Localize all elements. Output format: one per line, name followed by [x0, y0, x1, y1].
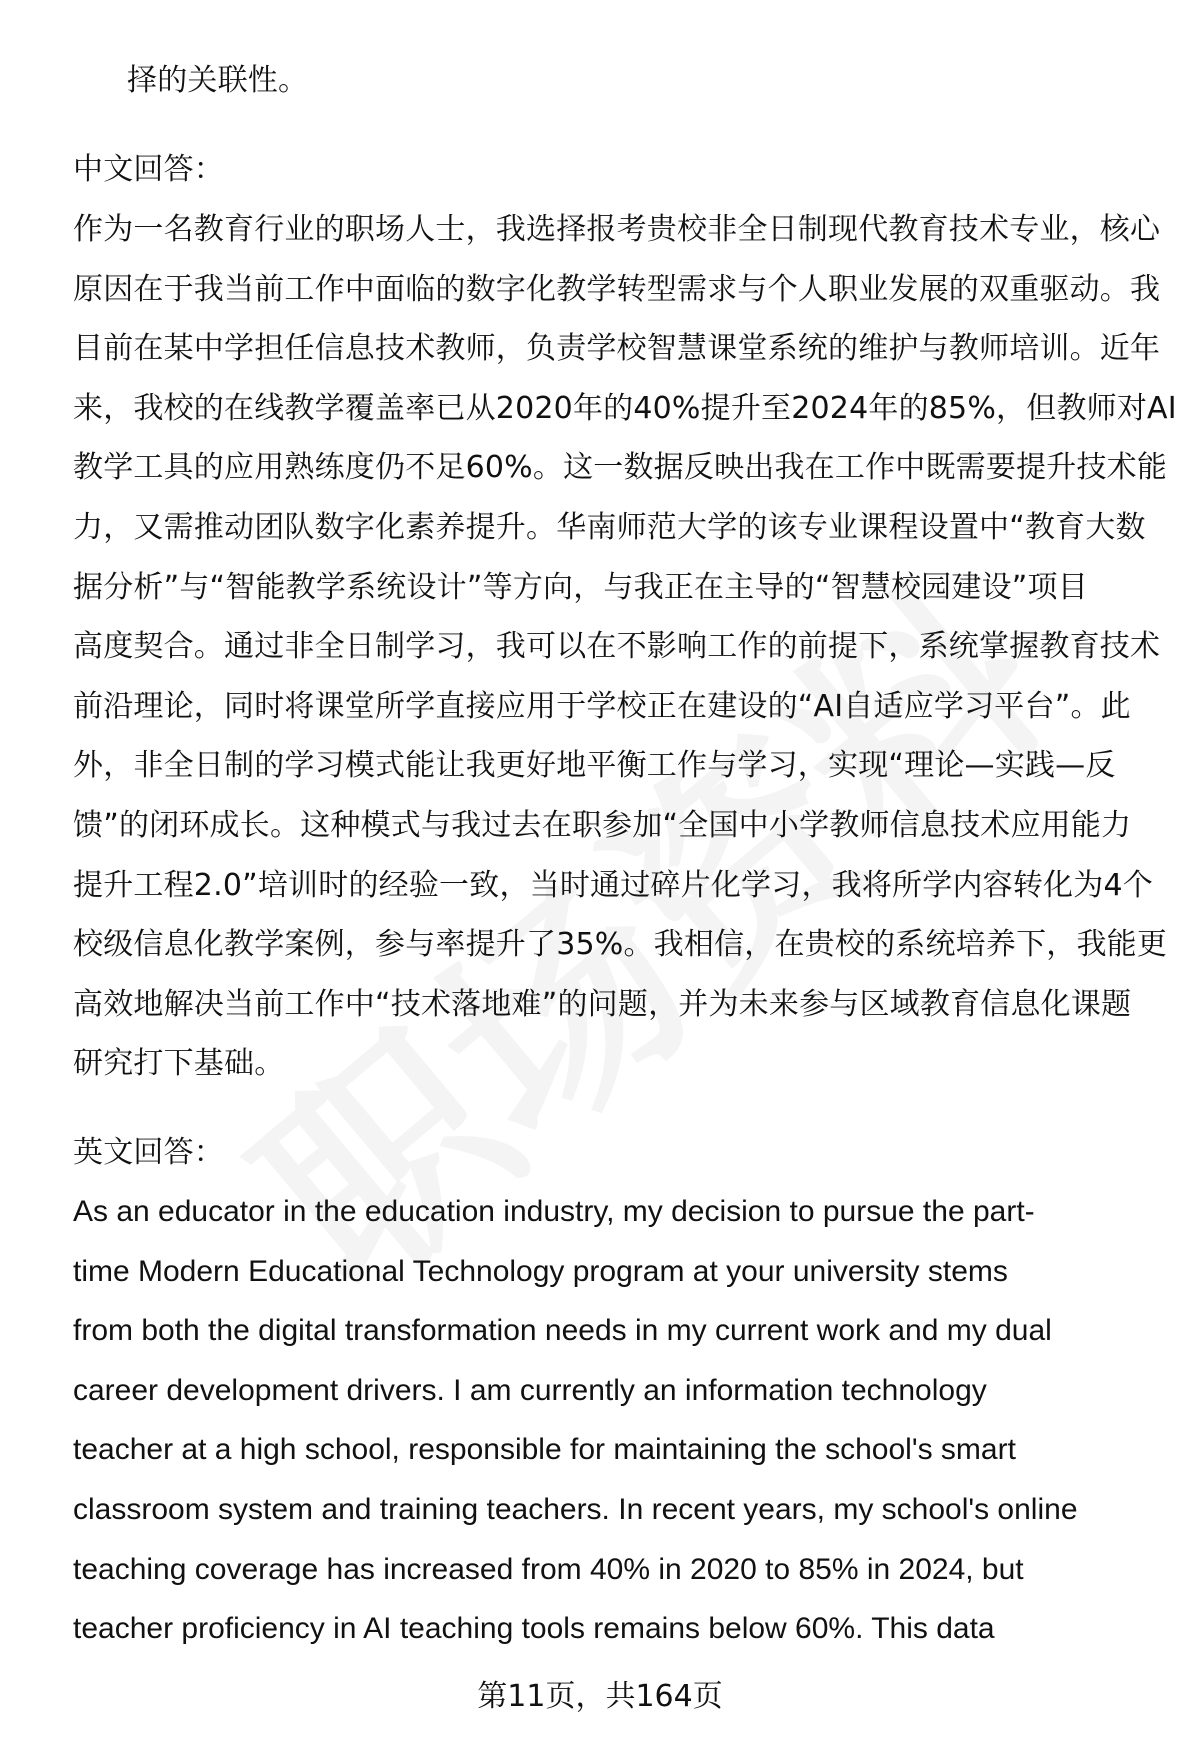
page-number: 第11页，共164页	[477, 1679, 723, 1714]
text-line: teacher at a high school, responsible for maintaining the school's smart	[73, 1433, 1016, 1467]
text-line: 提升工程2.0”培训时的经验一致，当时通过碎片化学习，我将所学内容转化为4个	[73, 867, 1153, 903]
text-line: 作为一名教育行业的职场人士，我选择报考贵校非全日制现代教育技术专业，核心	[73, 212, 1161, 247]
text-line: from both the digital transformation needs in my current work and my dual	[73, 1314, 1052, 1348]
text-line: 目前在某中学担任信息技术教师，负责学校智慧课堂系统的维护与教师培训。近年	[73, 331, 1161, 367]
text-line: 高度契合。通过非全日制学习，我可以在不影响工作的前提下，系统掌握教育技术	[73, 629, 1161, 665]
text-line: 前沿理论，同时将课堂所学直接应用于学校正在建设的“AI自适应学习平台”。此	[73, 688, 1131, 724]
text-line: 原因在于我当前工作中面临的数字化教学转型需求与个人职业发展的双重驱动。我	[73, 271, 1161, 307]
text-line: time Modern Educational Technology program at your university stems	[73, 1254, 1008, 1288]
text-line: 研究打下基础。	[73, 1046, 285, 1082]
previous-paragraph-tail: 择的关联性。	[127, 63, 309, 98]
text-line: 外，非全日制的学习模式能让我更好地平衡工作与学习，实现“理论—实践—反	[73, 748, 1116, 784]
chinese-answer-body	[73, 200, 1177, 1094]
text-line: classroom system and training teachers. In recent years, my school's online	[73, 1492, 1078, 1526]
text-line: 高效地解决当前工作中“技术落地难”的问题，并为未来参与区域教育信息化课题	[73, 986, 1132, 1022]
text-line: teaching coverage has increased from 40% in 2020 to 85% in 2024, but	[73, 1552, 1024, 1586]
text-line: 教学工具的应用熟练度仍不足60%。这一数据反映出我在工作中既需要提升技术能	[73, 450, 1168, 486]
text-line: As an educator in the education industry, my decision to pursue the part-	[73, 1195, 1035, 1228]
english-answer-heading: 英文回答：	[73, 1135, 224, 1170]
text-line: teacher proficiency in AI teaching tools remains below 60%. This data	[73, 1612, 995, 1646]
chinese-answer-heading: 中文回答：	[73, 152, 224, 187]
text-line: 馈”的闭环成长。这种模式与我过去在职参加“全国中小学教师信息技术应用能力	[73, 807, 1132, 843]
english-answer-body	[73, 1182, 1153, 1659]
text-line: 据分析”与“智能教学系统设计”等方向，与我正在主导的“智慧校园建设”项目	[73, 569, 1088, 605]
text-line: career development drivers. I am currently an information technology	[73, 1373, 987, 1407]
text-line: 校级信息化教学案例，参与率提升了35%。我相信，在贵校的系统培养下，我能更	[73, 927, 1168, 963]
text-line: 力，又需推动团队数字化素养提升。华南师范大学的该专业课程设置中“教育大数	[73, 509, 1146, 545]
text-line: 来，我校的在线教学覆盖率已从2020年的40%提升至2024年的85%，但教师对AI	[73, 390, 1177, 426]
